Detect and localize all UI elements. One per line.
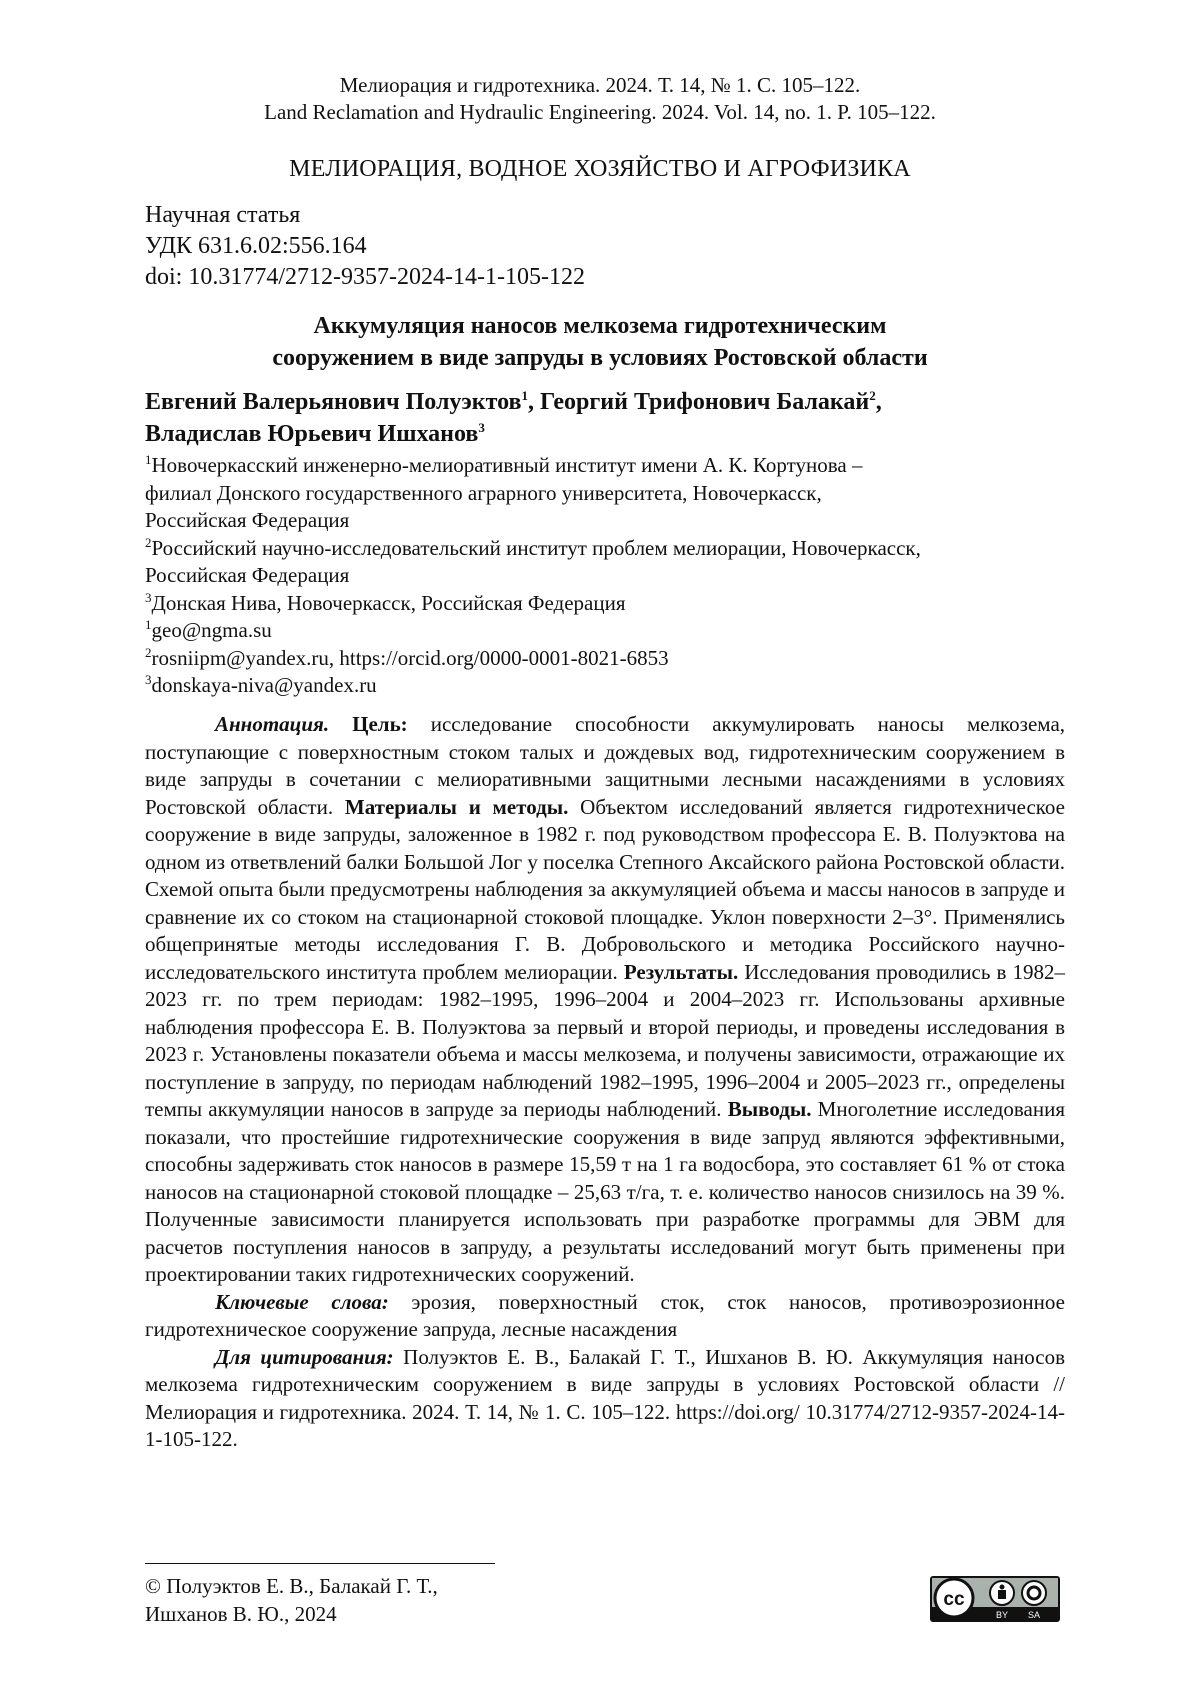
affiliation-sup: 2 <box>145 534 152 550</box>
email-1 <box>145 617 1065 645</box>
methods-label: Материалы и методы. <box>344 794 569 819</box>
author-name: Георгий Трифонович Балакай <box>539 389 870 415</box>
citation-paragraph <box>145 1344 1065 1454</box>
license-badge-graphic <box>930 1576 1060 1622</box>
sa-icon <box>1022 1581 1046 1605</box>
cc-by-sa-icon[interactable] <box>930 1576 1060 1622</box>
email-sup: 3 <box>145 672 152 687</box>
by-person-head <box>1000 1585 1005 1590</box>
keywords-paragraph <box>145 1289 1065 1344</box>
authors-line-1 <box>145 386 882 418</box>
article-title <box>0 310 1200 374</box>
citation-text: Полуэктов Е. В., Балакай Г. Т., Ишханов В. Ю. Аккумуляция наносов мелкозема гидротехническим сооружением в виде запруды в условиях Ростовской области // Мелиорация и гидротехника. 2024. Т. 14, № 1. С. 105–122. https://doi.org/ 10.31774/2712-9357-2024-14-1-105-122. <box>145 1344 1066 1451</box>
footnote-divider <box>145 1563 495 1564</box>
authors-line-2 <box>145 418 882 450</box>
by-person-body <box>998 1590 1006 1599</box>
email-sup: 1 <box>145 617 152 632</box>
affiliation-1 <box>145 452 1065 535</box>
affiliation-line: Новочеркасский инженерно-мелиоративный институт имени А. К. Кортунова – <box>151 453 863 477</box>
affiliation-line: Российская Федерация <box>145 508 350 532</box>
copyright-line-2: Ишханов В. Ю., 2024 <box>145 1602 337 1626</box>
email-sup: 2 <box>145 644 152 660</box>
udk: УДК 631.6.02:556.164 <box>145 233 367 259</box>
title-line-2: сооружением в виде запруды в условиях Ростовской области <box>272 345 928 371</box>
author-sup: 3 <box>478 420 485 435</box>
conclusions-label: Выводы. <box>727 1097 812 1121</box>
affiliation-line: Российская Федерация <box>145 563 350 587</box>
sa-label: SA <box>1027 1610 1041 1620</box>
author-sep: , <box>875 389 882 415</box>
copyright-line-1: © Полуэктов Е. В., Балакай Г. Т., <box>145 1574 438 1598</box>
affiliations <box>145 452 1065 700</box>
author-sup: 2 <box>869 388 876 403</box>
conclusions-text: Многолетние исследования показали, что простейшие гидротехнические сооружения в виде запруд являются эффективными, способны задерживать сток наносов в размере 15,59 т на 1 га водосбора, это составляет 61 % от стока наносов на стационарной стоковой площадке – 25,63 т/га, т. е. количество наносов снизилось на 39 %. Полученные зависимости планируется использовать при разработке программы для ЭВМ для расчетов поступления наносов в запруду, а результаты исследований могут быть применены при проектировании таких гидротехнических сооружений. <box>145 1097 1066 1286</box>
doi: doi: 10.31774/2712-9357-2024-14-1-105-122 <box>145 264 585 290</box>
email-orcid-link[interactable]: rosniipm@yandex.ru, https://orcid.org/0000-0001-8021-6853 <box>151 645 669 670</box>
affiliation-3 <box>145 590 1065 618</box>
email-link[interactable]: donskaya-niva@yandex.ru <box>151 673 377 697</box>
affiliation-line: Российский научно-исследовательский институт проблем мелиорации, Новочеркасск, <box>151 535 921 560</box>
affiliation-sup: 3 <box>145 589 152 605</box>
keywords-text: эрозия, поверхностный сток, сток наносов, противоэрозионное гидротехническое сооружение запруда, лесные насаждения <box>145 1289 1065 1341</box>
author-sup: 1 <box>521 388 528 403</box>
journal-line-ru: Мелиорация и гидротехника. 2024. Т. 14, № 1. С. 105–122. <box>339 73 861 97</box>
email-link[interactable]: geo@ngma.su <box>151 618 272 642</box>
email-2 <box>145 645 1065 673</box>
affiliation-2 <box>145 535 1065 590</box>
affiliation-line: Донская Нива, Новочеркасск, Российская Федерация <box>151 590 626 615</box>
title-line-1: Аккумуляция наносов мелкозема гидротехническим <box>313 313 887 339</box>
citation-label: Для цитирования: <box>215 1344 394 1369</box>
author-sep: , <box>527 389 540 415</box>
goal-text: исследование способности аккумулировать наносы мелкозема, поступающие с поверхностным стоком талых и дождевых вод, гидротехническим сооружением в виде запруды в сочетании с мелиоративными защитными лесными насаждениями в условиях Ростовской области. <box>145 712 1066 819</box>
article-meta <box>145 200 585 293</box>
results-label: Результаты. <box>623 959 739 984</box>
affiliation-sup: 1 <box>145 452 152 467</box>
methods-text: Объектом исследований является гидротехническое сооружение в виде запруды, заложенное в 1982 г. под руководством профессора Е. В. Полуэктова на одном из ответвлений балки Большой Лог у поселка Степного Аксайского района Ростовской области. Схемой опыта были предусмотрены наблюдения за аккумуляцией объема и массы наносов в запруде и сравнение их со стоком на стационарной стоковой площадке. Уклон поверхности 2–3°. Применялись общепринятые методы исследования Г. В. Добровольского и методика Российского научно-исследовательского института проблем мелиорации. <box>145 794 1065 984</box>
authors <box>145 386 882 450</box>
results-text: Исследования проводились в 1982–2023 гг. по трем периодам: 1982–1995, 1996–2004 и 2004–2023 гг. Использованы архивные наблюдения профессора Е. В. Полуэктова за первый и второй периоды, и проведены исследования в 2023 г. Установлены показатели объема и массы мелкозема, и получены зависимости, отражающие их поступление в запруду, по периодам наблюдений 1982–1995, 1996–2004 и 2005–2023 гг., определены темпы аккумуляции наносов в запруде за периоды наблюдений. <box>145 959 1065 1121</box>
cc-glyph: cc <box>943 1589 965 1610</box>
copyright <box>145 1572 438 1628</box>
author-name: Евгений Валерьянович Полуэктов <box>145 389 522 415</box>
by-label: BY <box>995 1610 1009 1620</box>
goal-label: Цель: <box>352 712 408 736</box>
keywords-label: Ключевые слова: <box>215 1289 389 1314</box>
abstract-label: Аннотация. <box>215 712 330 736</box>
journal-line-en: Land Reclamation and Hydraulic Engineering. 2024. Vol. 14, no. 1. P. 105–122. <box>264 100 936 124</box>
email-3 <box>145 672 1065 700</box>
abstract-paragraph <box>145 711 1065 1289</box>
author-name: Владислав Юрьевич Ишханов <box>145 421 479 447</box>
abstract-section <box>145 711 1065 1454</box>
affiliation-line: филиал Донского государственного аграрного университета, Новочеркасск, <box>145 480 822 505</box>
rubric: МЕЛИОРАЦИЯ, ВОДНОЕ ХОЗЯЙСТВО И АГРОФИЗИКА <box>289 156 911 182</box>
article-type: Научная статья <box>145 202 301 228</box>
journal-header <box>0 72 1200 126</box>
